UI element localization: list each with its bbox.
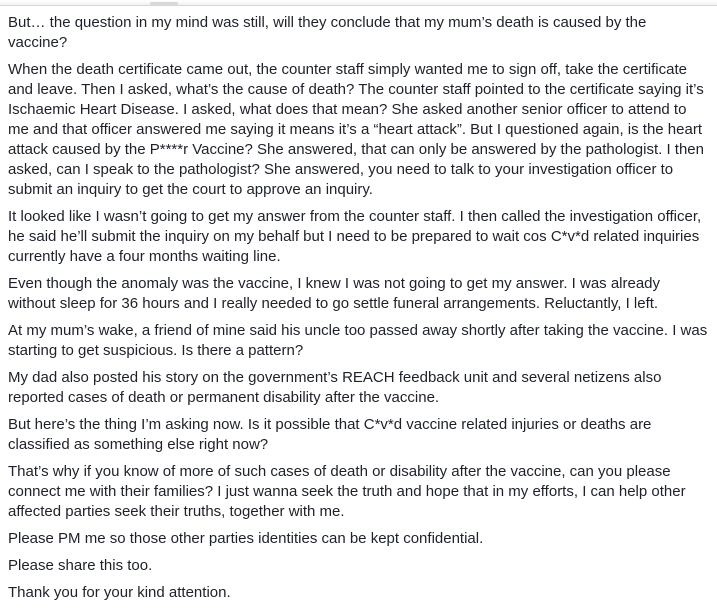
post-paragraph: That’s why if you know of more of such cases of death or disability after the vaccine, can you please connect me with their families? I just wanna seek the truth and hope that in my efforts, I can help other affected parties seek their truths, together with me. [8, 463, 686, 520]
post-body [0, 6, 717, 609]
post-paragraph: At my mum’s wake, a friend of mine said his uncle too passed away shortly after taking the vaccine. I was starting to get suspicious. Is there a pattern? [8, 322, 708, 359]
post-paragraph: It looked like I wasn’t going to get my answer from the counter staff. I then called the investigation officer, he said he’ll submit the inquiry on my behalf but I need to be prepared to wait cos C*v*d related inquiries currently have a four months waiting line. [8, 208, 702, 265]
post-paragraph: Please PM me so those other parties identities can be kept confidential. [8, 530, 484, 547]
post-paragraph: My dad also posted his story on the government’s REACH feedback unit and several netizens also reported cases of death or permanent disability after the vaccine. [8, 369, 662, 406]
post-paragraph: But… the question in my mind was still, will they conclude that my mum’s death is caused by the vaccine? [8, 14, 647, 51]
scrollbar-fragment [150, 2, 178, 5]
post-paragraph: Even though the anomaly was the vaccine, I knew I was not going to get my answer. I was already without sleep for 36 hours and I really needed to go settle funeral arrangements. Reluctantly, I left. [8, 275, 661, 312]
post-paragraph: But here’s the thing I’m asking now. Is it possible that C*v*d vaccine related injuries or deaths are classified as something else right now? [8, 416, 652, 453]
post-paragraph: Please share this too. [8, 557, 153, 574]
post-paragraph: When the death certificate came out, the counter staff simply wanted me to sign off, take the certificate and leave. Then I asked, what’s the cause of death? The counter staff pointed to the certificate saying it’s Ischaemic Heart Disease. I asked, what does that mean? She asked another senior officer to attend to me and that officer answered me saying it means it’s a “heart attack”. But I questioned again, is the heart attack caused by the P****r Vaccine? She answered, that can only be answered by the pathologist. I then asked, can I speak to the pathologist? She answered, you need to talk to your investigation officer to submit an inquiry to get the court to approve an inquiry. [8, 61, 704, 198]
post-paragraph: Thank you for your kind attention. [8, 584, 231, 601]
